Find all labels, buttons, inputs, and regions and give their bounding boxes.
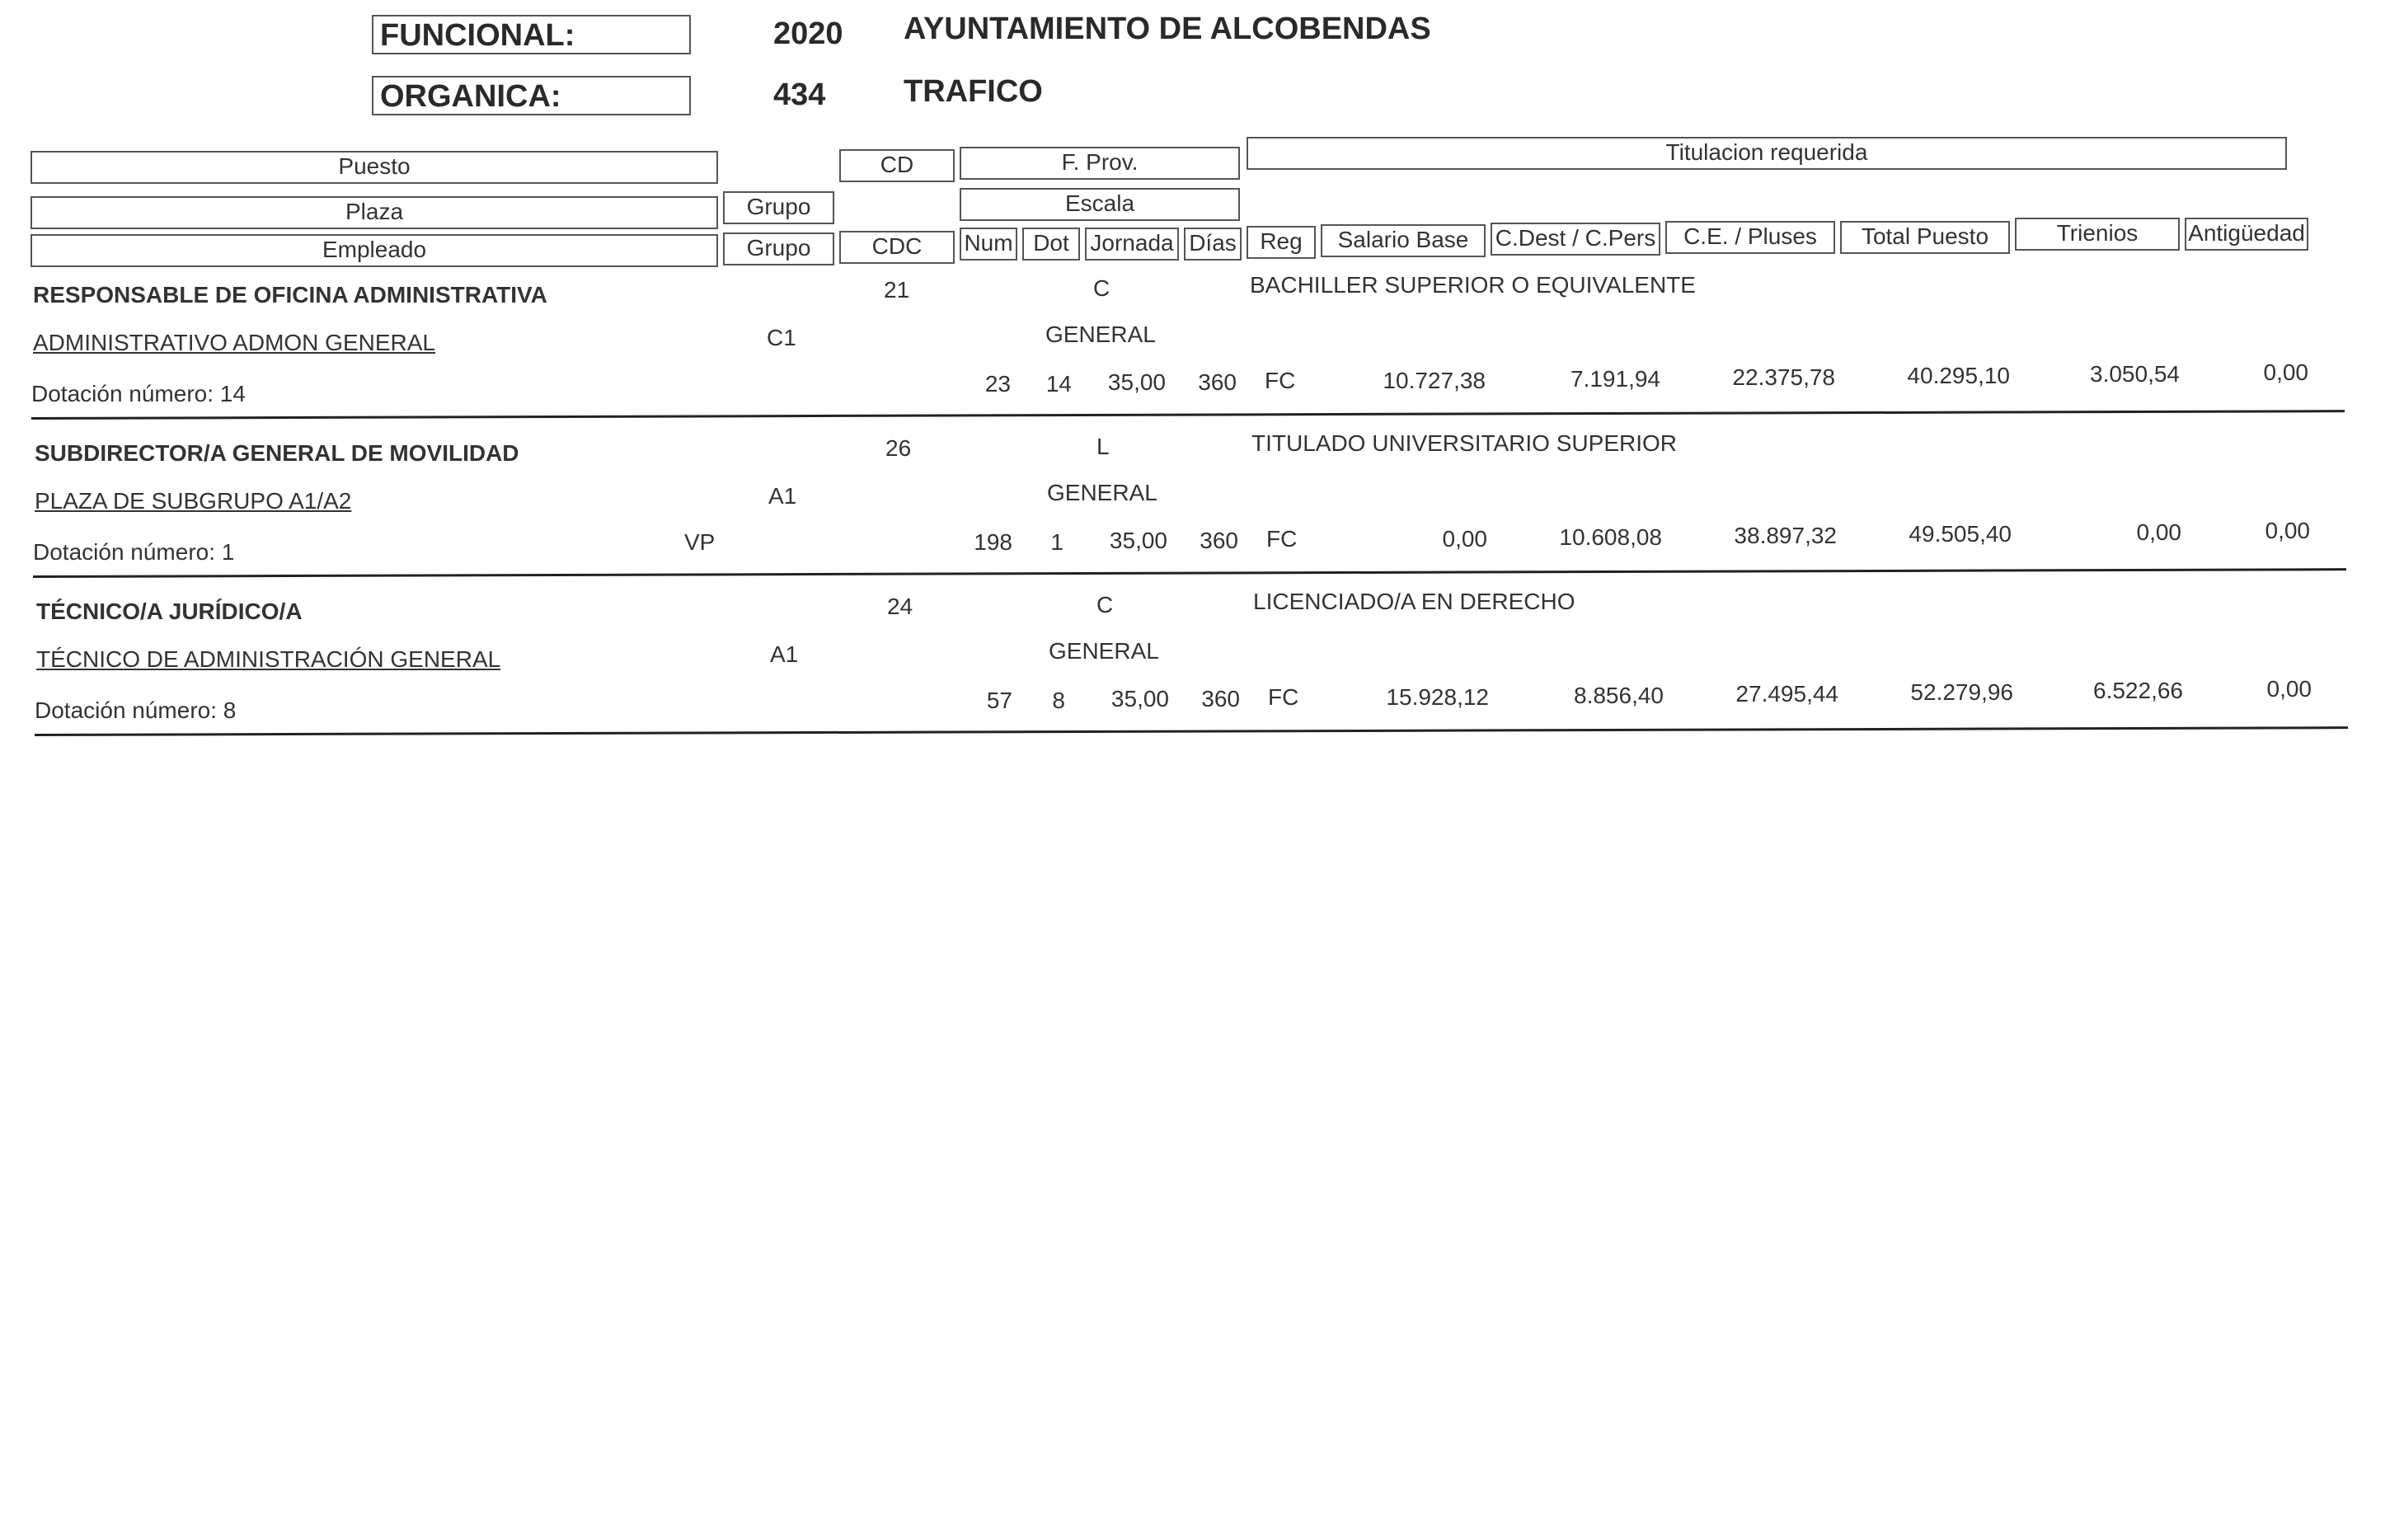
organica-label-box [372, 76, 691, 115]
record-cd: 24 [887, 594, 913, 619]
record-reg: FC [1266, 526, 1298, 552]
record-antiguedad: 0,00 [2266, 676, 2312, 702]
record-trienios: 6.522,66 [2093, 678, 2183, 703]
record-antiguedad: 0,00 [2263, 359, 2308, 385]
record-titulacion: TITULADO UNIVERSITARIO SUPERIOR [1251, 430, 1677, 456]
record-c-dest: 7.191,94 [1571, 366, 1660, 392]
record-antiguedad: 0,00 [2265, 518, 2310, 543]
organica-code: 434 [773, 77, 826, 112]
col-num: Num [960, 228, 1017, 261]
record-c-e: 38.897,32 [1734, 523, 1837, 548]
funcional-label: FUNCIONAL: [380, 18, 575, 53]
record-c-dest: 10.608,08 [1559, 524, 1662, 550]
record-separator [35, 726, 2348, 736]
record-num: 57 [986, 688, 1012, 713]
record-dot: 14 [1045, 371, 1072, 397]
col-total: Total Puesto [1840, 221, 2010, 254]
organica-label: ORGANICA: [380, 79, 561, 114]
record-dot: 8 [1052, 688, 1065, 713]
record-dotacion: Dotación número: 14 [31, 381, 246, 406]
record-jornada: 35,00 [1107, 369, 1166, 395]
record-reg: FC [1265, 368, 1296, 393]
record-puesto: TÉCNICO/A JURÍDICO/A [36, 599, 303, 624]
col-antiguedad: Antigüedad [2185, 218, 2308, 251]
record-num: 23 [984, 371, 1011, 397]
record-trienios: 0,00 [2136, 519, 2181, 545]
record-f-prov: L [1096, 434, 1110, 459]
record-puesto: SUBDIRECTOR/A GENERAL DE MOVILIDAD [35, 440, 519, 466]
col-jornada: Jornada [1085, 228, 1179, 261]
record-reg: FC [1268, 684, 1299, 710]
col-c-dest: C.Dest / C.Pers [1491, 223, 1660, 256]
record-escala: GENERAL [1049, 638, 1159, 664]
record-plaza: ADMINISTRATIVO ADMON GENERAL [33, 330, 435, 355]
record-cd: 26 [885, 435, 912, 461]
record-titulacion: LICENCIADO/A EN DERECHO [1253, 589, 1575, 614]
record-separator [33, 568, 2346, 578]
funcional-year: 2020 [773, 16, 843, 51]
record-num: 198 [974, 529, 1012, 555]
record-c-dest: 8.856,40 [1574, 683, 1664, 708]
record-dotacion: Dotación número: 8 [35, 697, 237, 723]
record-extra: VP [684, 529, 716, 555]
col-dot: Dot [1022, 228, 1080, 261]
record-plaza: TÉCNICO DE ADMINISTRACIÓN GENERAL [36, 646, 501, 672]
col-c-e: C.E. / Pluses [1665, 221, 1835, 254]
col-titulacion: Titulacion requerida [1247, 137, 2287, 170]
record-cd: 21 [884, 277, 910, 303]
col-escala: Escala [960, 188, 1240, 221]
record-separator [31, 410, 2345, 420]
record-dias: 360 [1201, 686, 1240, 711]
record-dot: 1 [1050, 529, 1063, 555]
col-cdc: CDC [839, 231, 955, 264]
col-cd: CD [839, 149, 955, 182]
record-trienios: 3.050,54 [2090, 361, 2180, 387]
col-reg: Reg [1247, 226, 1316, 259]
organica-name: TRAFICO [904, 74, 1043, 109]
col-f-prov: F. Prov. [960, 147, 1240, 180]
record-escala: GENERAL [1045, 322, 1156, 347]
record-plaza: PLAZA DE SUBGRUPO A1/A2 [35, 488, 352, 514]
record-c-e: 22.375,78 [1732, 364, 1835, 390]
record-salario-base: 0,00 [1442, 526, 1487, 552]
record-total: 40.295,10 [1907, 363, 2010, 388]
record-titulacion: BACHILLER SUPERIOR O EQUIVALENTE [1250, 272, 1696, 298]
funcional-label-box [372, 15, 691, 54]
record-grupo: A1 [768, 483, 797, 509]
record-salario-base: 15.928,12 [1386, 684, 1489, 710]
col-puesto: Puesto [31, 151, 718, 184]
record-jornada: 35,00 [1109, 528, 1167, 553]
record-salario-base: 10.727,38 [1383, 368, 1486, 393]
record-dotacion: Dotación número: 1 [33, 539, 235, 565]
record-grupo: C1 [767, 325, 796, 350]
entity-name: AYUNTAMIENTO DE ALCOBENDAS [904, 12, 1431, 46]
record-jornada: 35,00 [1110, 686, 1169, 711]
record-dias: 360 [1198, 369, 1237, 395]
record-puesto: RESPONSABLE DE OFICINA ADMINISTRATIVA [33, 282, 547, 308]
col-empleado: Empleado [31, 234, 718, 267]
record-escala: GENERAL [1047, 480, 1157, 505]
col-grupo-plaza: Grupo [723, 191, 834, 224]
record-total: 49.505,40 [1909, 521, 2012, 547]
col-dias: Días [1184, 228, 1242, 261]
col-trienios: Trienios [2015, 218, 2180, 251]
record-f-prov: C [1093, 275, 1110, 301]
record-total: 52.279,96 [1910, 679, 2013, 705]
col-plaza: Plaza [31, 196, 718, 229]
col-salario-base: Salario Base [1321, 224, 1486, 257]
record-c-e: 27.495,44 [1735, 681, 1838, 707]
record-f-prov: C [1096, 592, 1114, 617]
record-dias: 360 [1200, 528, 1238, 553]
record-grupo: A1 [770, 641, 799, 667]
col-grupo-empleado: Grupo [723, 232, 834, 265]
